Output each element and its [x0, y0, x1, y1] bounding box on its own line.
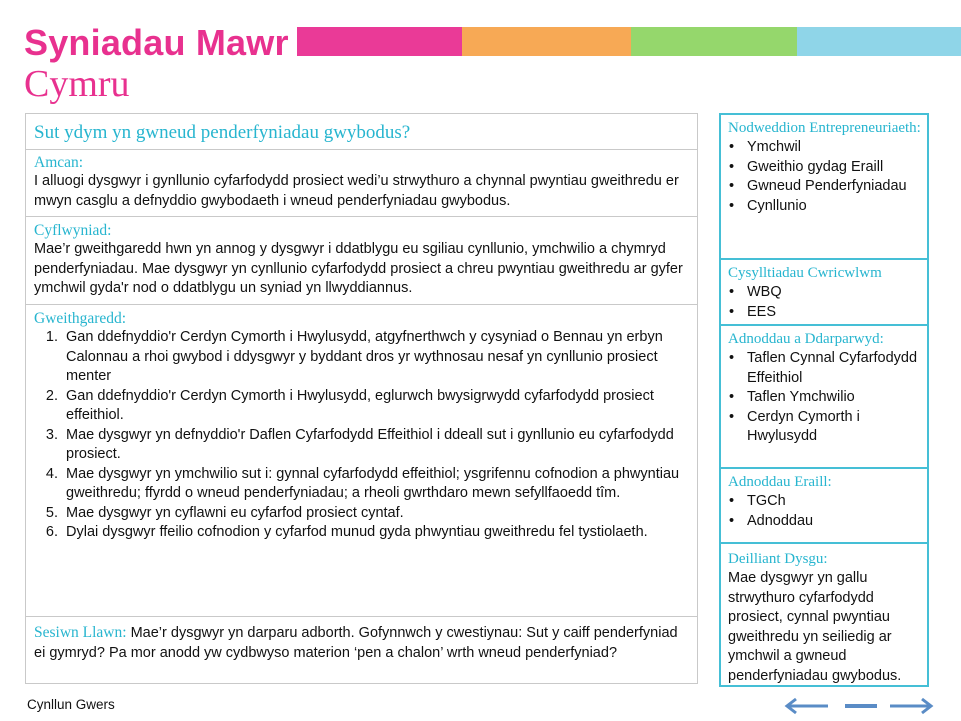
amcan-text: I alluogi dysgwyr i gynllunio cyfarfodydd prosiect wedi’u strwythuro a chynnal pwyntiau gweithredu er mwyn casglu a defnyddio gwybodaeth i wneud penderfyniadau gwybodus.: [34, 173, 679, 209]
gweithgaredd-section: [26, 305, 697, 617]
activity-item: 5. Mae dysgwyr yn cyflawni eu cyfarfod prosiect cyntaf.: [62, 504, 689, 524]
cysylltiadau-title: Cysylltiadau Cwricwlwm: [728, 265, 882, 281]
list-item: • Taflen Ymchwilio: [747, 388, 921, 408]
color-bar-orange: [462, 27, 631, 56]
list-item: • Cynllunio: [747, 197, 921, 217]
nodweddion-section: [721, 115, 927, 260]
activity-item: 4. Mae dysgwyr yn ymchwilio sut i: gynnal cyfarfodydd effeithiol; ysgrifennu cofnodion a phwyntiau gweithredu; ffyrdd o wneud penderfyniadau; a rheoli gwrthdaro mewn sefyllfaoedd tîm.: [62, 465, 689, 504]
list-item: • Ymchwil: [747, 138, 921, 158]
color-bar-blue: [797, 27, 961, 56]
cyflwyniad-title: Cyflwyniad:: [34, 222, 112, 239]
sesiwn-text: [34, 624, 689, 663]
cysylltiadau-section: [721, 260, 927, 326]
list-item: • Gwneud Penderfyniadau: [747, 177, 921, 197]
deilliant-text: Mae dysgwyr yn gallu strwythuro cyfarfodydd prosiect, cynnal pwyntiau gweithredu yn seiliedig ar ymchwil a gwneud penderfyniadau gwybodus.: [728, 570, 902, 684]
cysylltiadau-list: [728, 283, 921, 322]
list-item: • EES: [747, 303, 921, 323]
list-item: • Taflen Cynnal Cyfarfodydd Effeithiol: [747, 349, 921, 388]
arrow-right-icon[interactable]: [888, 696, 938, 716]
cyflwyniad-text: Mae’r gweithgaredd hwn yn annog y dysgwyr i ddatblygu eu sgiliau cynllunio, ymchwilio a chymryd penderfyniadau. Mae dysgwyr yn cynllunio cyfarfodydd prosiect a chreu pwyntiau gweithredu ar gyfer ymchwil gyda'r nod o ddatblygu un syniad yn llwyddiannus.: [34, 241, 683, 296]
sesiwn-title: Sesiwn Llawn:: [34, 624, 127, 641]
adnoddau-darparwyd-list: [728, 349, 921, 447]
cyflwyniad-section: [26, 217, 697, 305]
adnoddau-darparwyd-section: [721, 326, 927, 469]
activity-item: 1. Gan ddefnyddio'r Cerdyn Cymorth i Hwylusydd, atgyfnerthwch y cysyniad o Bennau yn erbyn Calonnau a rhoi gwybod i ddysgwyr y byddant dros yr wythnosau nesaf yn cynllunio prosiect menter: [62, 328, 689, 387]
brand-subtitle: Cymru: [24, 63, 130, 105]
adnoddau-eraill-title: Adnoddau Eraill:: [728, 474, 832, 490]
sesiwn-body: Mae’r dysgwyr yn darparu adborth. Gofynnwch y cwestiynau: Sut y caiff penderfyniad ei gymryd? Pa mor anodd yw cydbwyso materion ‘pen a chalon’ wrth wneud penderfyniad?: [34, 625, 678, 661]
activity-item: 6. Dylai dysgwyr ffeilio cofnodion y cyfarfod munud gyda phwyntiau gweithredu fel tystiolaeth.: [62, 523, 689, 543]
brand-title: Syniadau Mawr: [24, 22, 289, 63]
footer-label: Cynllun Gwers: [27, 697, 115, 712]
color-bar-green: [631, 27, 797, 56]
activity-list: [34, 328, 689, 543]
arrow-left-icon[interactable]: [782, 696, 832, 716]
color-bar-pink: [297, 27, 462, 56]
question-section: [26, 114, 697, 150]
adnoddau-eraill-list: [728, 492, 921, 531]
activity-item: 3. Mae dysgwyr yn defnyddio'r Daflen Cyfarfodydd Effeithiol i ddeall sut i gynllunio eu cyfarfodydd prosiect.: [62, 426, 689, 465]
adnoddau-darparwyd-title: Adnoddau a Ddarparwyd:: [728, 331, 884, 347]
list-item: • TGCh: [747, 492, 921, 512]
amcan-section: [26, 150, 697, 217]
nodweddion-title: Nodweddion Entrepreneuriaeth:: [728, 120, 921, 136]
list-item: • Cerdyn Cymorth i Hwylusydd: [747, 408, 921, 447]
question-title: Sut ydym yn gwneud penderfyniadau gwybodus?: [34, 122, 411, 143]
deilliant-section: [721, 544, 927, 685]
lesson-side-panel: [719, 113, 929, 687]
list-item: • Gweithio gydag Eraill: [747, 158, 921, 178]
lesson-main-panel: [25, 113, 698, 684]
list-item: • Adnoddau: [747, 512, 921, 532]
list-item: • WBQ: [747, 283, 921, 303]
amcan-title: Amcan:: [34, 154, 84, 171]
sesiwn-section: [26, 617, 697, 683]
dash-icon[interactable]: [843, 696, 879, 716]
adnoddau-eraill-section: [721, 469, 927, 544]
deilliant-title: Deilliant Dysgu:: [728, 551, 828, 567]
activity-item: 2. Gan ddefnyddio'r Cerdyn Cymorth i Hwylusydd, eglurwch bwysigrwydd cyfarfodydd prosiect effeithiol.: [62, 387, 689, 426]
nodweddion-list: [728, 138, 921, 216]
gweithgaredd-title: Gweithgaredd:: [34, 310, 127, 327]
